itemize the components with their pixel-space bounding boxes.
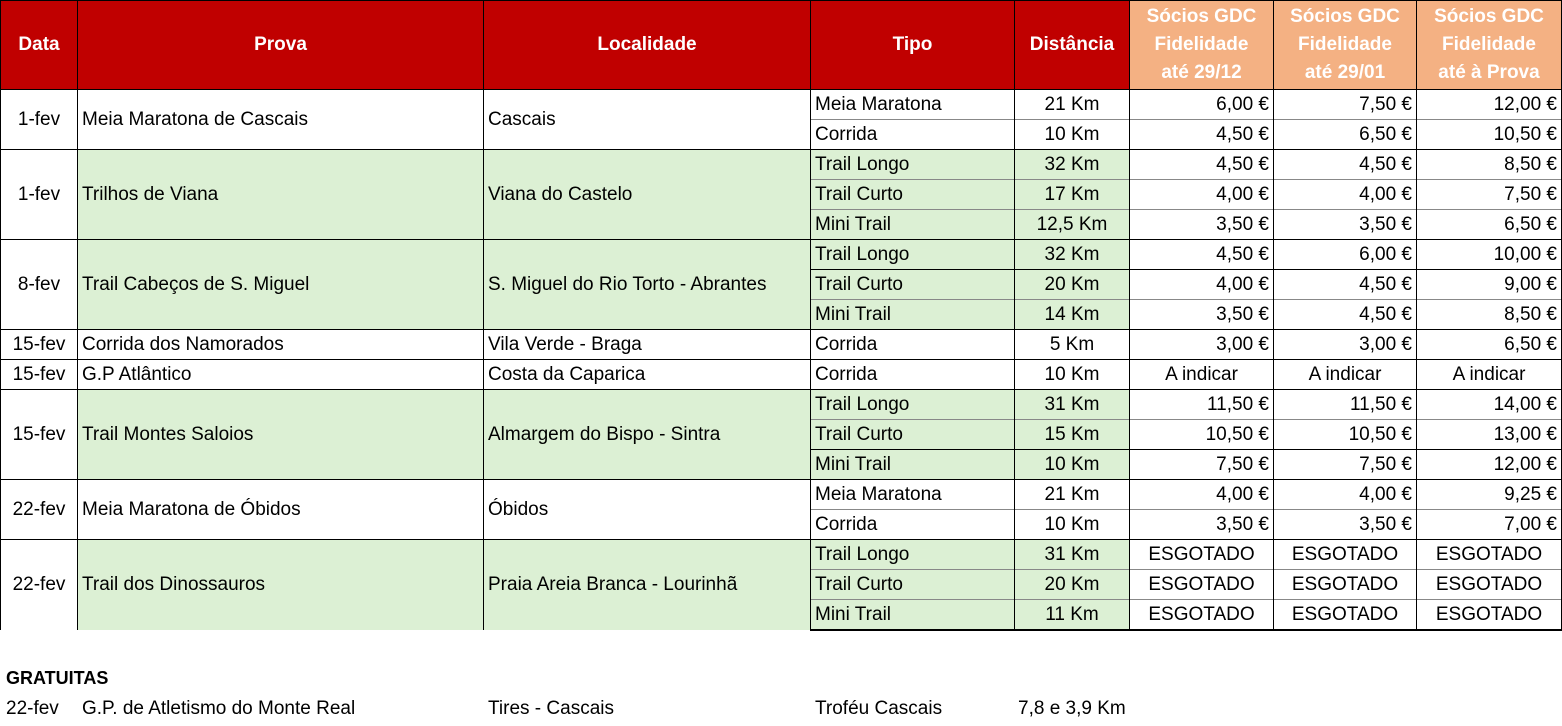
table-row — [1, 360, 1562, 390]
gratuitas-location: Tires - Cascais — [488, 698, 614, 719]
header-price-1-line-1: Sócios GDC — [1146, 6, 1257, 27]
event-type: Trail Longo — [811, 540, 1015, 570]
header-tipo: Tipo — [811, 1, 1015, 90]
event-date: 15-fev — [1, 390, 78, 480]
price-fidelidade-29-01: 7,50 € — [1274, 90, 1417, 120]
price-fidelidade-prova: 12,00 € — [1417, 90, 1562, 120]
price-fidelidade-29-01: 10,50 € — [1274, 420, 1417, 450]
price-fidelidade-29-12: 6,00 € — [1130, 90, 1274, 120]
price-fidelidade-29-12: ESGOTADO — [1130, 540, 1274, 570]
price-fidelidade-29-01: ESGOTADO — [1274, 540, 1417, 570]
price-fidelidade-29-01: 4,00 € — [1274, 480, 1417, 510]
gratuitas-name: G.P. de Atletismo do Monte Real — [82, 698, 356, 719]
event-date: 8-fev — [1, 240, 78, 330]
event-type: Mini Trail — [811, 210, 1015, 240]
table-row — [1, 540, 1562, 570]
header-prova: Prova — [78, 1, 484, 90]
event-location: Almargem do Bispo - Sintra — [484, 390, 811, 480]
price-fidelidade-prova: ESGOTADO — [1417, 570, 1562, 600]
price-fidelidade-29-12: 7,50 € — [1130, 450, 1274, 480]
event-type: Corrida — [811, 330, 1015, 360]
price-fidelidade-29-01: 7,50 € — [1274, 450, 1417, 480]
event-location: Costa da Caparica — [484, 360, 811, 390]
event-distance: 21 Km — [1015, 480, 1130, 510]
price-fidelidade-prova: 9,25 € — [1417, 480, 1562, 510]
price-fidelidade-29-01: 4,00 € — [1274, 180, 1417, 210]
price-fidelidade-29-12: ESGOTADO — [1130, 570, 1274, 600]
price-fidelidade-prova: 9,00 € — [1417, 270, 1562, 300]
header-data: Data — [1, 1, 78, 90]
price-fidelidade-29-12: A indicar — [1130, 360, 1274, 390]
event-type: Trail Curto — [811, 420, 1015, 450]
price-fidelidade-29-01: 4,50 € — [1274, 150, 1417, 180]
event-distance: 20 Km — [1015, 270, 1130, 300]
event-location: Cascais — [484, 90, 811, 150]
event-location: Praia Areia Branca - Lourinhã — [484, 540, 811, 631]
price-fidelidade-29-12: 4,00 € — [1130, 270, 1274, 300]
event-distance: 12,5 Km — [1015, 210, 1130, 240]
price-fidelidade-29-12: 4,50 € — [1130, 240, 1274, 270]
price-fidelidade-29-01: 3,50 € — [1274, 510, 1417, 540]
price-fidelidade-prova: A indicar — [1417, 360, 1562, 390]
event-type: Trail Curto — [811, 180, 1015, 210]
event-name: Trail Cabeços de S. Miguel — [78, 240, 484, 330]
event-distance: 31 Km — [1015, 540, 1130, 570]
price-fidelidade-29-12: 3,00 € — [1130, 330, 1274, 360]
price-fidelidade-29-01: 4,50 € — [1274, 300, 1417, 330]
price-fidelidade-29-12: 4,50 € — [1130, 120, 1274, 150]
price-fidelidade-29-12: 4,00 € — [1130, 480, 1274, 510]
price-fidelidade-prova: 14,00 € — [1417, 390, 1562, 420]
price-fidelidade-prova: 8,50 € — [1417, 300, 1562, 330]
price-fidelidade-prova: 10,50 € — [1417, 120, 1562, 150]
event-distance: 10 Km — [1015, 360, 1130, 390]
price-fidelidade-29-12: 3,50 € — [1130, 210, 1274, 240]
price-fidelidade-29-12: 3,50 € — [1130, 510, 1274, 540]
event-type: Corrida — [811, 510, 1015, 540]
event-name: Meia Maratona de Óbidos — [78, 480, 484, 540]
price-fidelidade-prova: 8,50 € — [1417, 150, 1562, 180]
header-row — [1, 1, 1562, 90]
price-fidelidade-29-12: 10,50 € — [1130, 420, 1274, 450]
header-price-3-line-2: Fidelidade — [1442, 34, 1536, 55]
event-location: Óbidos — [484, 480, 811, 540]
price-fidelidade-29-01: 6,00 € — [1274, 240, 1417, 270]
price-fidelidade-prova: 7,00 € — [1417, 510, 1562, 540]
event-type: Corrida — [811, 360, 1015, 390]
price-fidelidade-prova: 7,50 € — [1417, 180, 1562, 210]
price-fidelidade-prova: 12,00 € — [1417, 450, 1562, 480]
event-distance: 5 Km — [1015, 330, 1130, 360]
gratuitas-dist: 7,8 e 3,9 Km — [1018, 698, 1126, 719]
price-fidelidade-prova: ESGOTADO — [1417, 540, 1562, 570]
event-distance: 17 Km — [1015, 180, 1130, 210]
gratuitas-date: 22-fev — [6, 698, 59, 719]
header-price-3-line-3: até à Prova — [1438, 62, 1540, 83]
event-date: 15-fev — [1, 360, 78, 390]
header-price-2-line-3: até 29/01 — [1304, 62, 1386, 83]
event-date: 1-fev — [1, 90, 78, 150]
event-date: 1-fev — [1, 150, 78, 240]
event-type: Meia Maratona — [811, 480, 1015, 510]
event-name: Trail dos Dinossauros — [78, 540, 484, 631]
event-type: Trail Longo — [811, 390, 1015, 420]
table-row — [1, 390, 1562, 420]
event-type: Corrida — [811, 120, 1015, 150]
header-price-1 — [1130, 1, 1274, 90]
gratuitas-tipo: Troféu Cascais — [815, 698, 943, 719]
event-distance: 14 Km — [1015, 300, 1130, 330]
event-type: Mini Trail — [811, 600, 1015, 631]
table-row — [1, 330, 1562, 360]
event-distance: 20 Km — [1015, 570, 1130, 600]
header-price-2-line-2: Fidelidade — [1298, 34, 1392, 55]
price-fidelidade-29-01: 6,50 € — [1274, 120, 1417, 150]
event-date: 22-fev — [1, 540, 78, 631]
header-localidade: Localidade — [484, 1, 811, 90]
price-fidelidade-29-01: 11,50 € — [1274, 390, 1417, 420]
price-fidelidade-29-01: 3,50 € — [1274, 210, 1417, 240]
event-name: Trilhos de Viana — [78, 150, 484, 240]
event-distance: 10 Km — [1015, 450, 1130, 480]
header-price-2-line-1: Sócios GDC — [1290, 6, 1400, 27]
event-name: Trail Montes Saloios — [78, 390, 484, 480]
event-type: Trail Longo — [811, 150, 1015, 180]
price-fidelidade-29-12: 4,50 € — [1130, 150, 1274, 180]
events-body — [1, 90, 1562, 631]
event-location: Viana do Castelo — [484, 150, 811, 240]
header-price-1-line-3: até 29/12 — [1161, 62, 1242, 83]
header-price-3-line-1: Sócios GDC — [1434, 6, 1544, 27]
event-type: Trail Curto — [811, 570, 1015, 600]
event-type: Trail Curto — [811, 270, 1015, 300]
price-fidelidade-prova: 13,00 € — [1417, 420, 1562, 450]
price-fidelidade-29-01: 4,50 € — [1274, 270, 1417, 300]
table-row — [1, 480, 1562, 510]
event-distance: 11 Km — [1015, 600, 1130, 631]
table-row — [1, 150, 1562, 180]
price-fidelidade-29-01: 3,00 € — [1274, 330, 1417, 360]
price-fidelidade-prova: 6,50 € — [1417, 330, 1562, 360]
price-fidelidade-29-12: 4,00 € — [1130, 180, 1274, 210]
event-type: Trail Longo — [811, 240, 1015, 270]
event-distance: 15 Km — [1015, 420, 1130, 450]
price-fidelidade-29-12: ESGOTADO — [1130, 600, 1274, 631]
header-price-3 — [1417, 1, 1562, 90]
header-price-1-line-2: Fidelidade — [1154, 34, 1249, 55]
event-name: Corrida dos Namorados — [78, 330, 484, 360]
price-fidelidade-prova: ESGOTADO — [1417, 600, 1562, 631]
price-fidelidade-29-12: 11,50 € — [1130, 390, 1274, 420]
price-fidelidade-prova: 10,00 € — [1417, 240, 1562, 270]
event-name: Meia Maratona de Cascais — [78, 90, 484, 150]
event-date: 15-fev — [1, 330, 78, 360]
event-date: 22-fev — [1, 480, 78, 540]
event-location: Vila Verde - Braga — [484, 330, 811, 360]
event-distance: 21 Km — [1015, 90, 1130, 120]
header-distancia: Distância — [1015, 1, 1130, 90]
event-distance: 10 Km — [1015, 510, 1130, 540]
price-fidelidade-29-01: A indicar — [1274, 360, 1417, 390]
event-name: G.P Atlântico — [78, 360, 484, 390]
event-type: Meia Maratona — [811, 90, 1015, 120]
event-distance: 32 Km — [1015, 240, 1130, 270]
header-price-2 — [1274, 1, 1417, 90]
price-fidelidade-29-12: 3,50 € — [1130, 300, 1274, 330]
event-distance: 10 Km — [1015, 120, 1130, 150]
gratuitas-title: GRATUITAS — [6, 668, 109, 688]
event-distance: 32 Km — [1015, 150, 1130, 180]
price-fidelidade-29-01: ESGOTADO — [1274, 570, 1417, 600]
event-distance: 31 Km — [1015, 390, 1130, 420]
price-fidelidade-prova: 6,50 € — [1417, 210, 1562, 240]
event-location: S. Miguel do Rio Torto - Abrantes — [484, 240, 811, 330]
table-row — [1, 240, 1562, 270]
event-type: Mini Trail — [811, 450, 1015, 480]
event-type: Mini Trail — [811, 300, 1015, 330]
table-row — [1, 90, 1562, 120]
price-fidelidade-29-01: ESGOTADO — [1274, 600, 1417, 631]
